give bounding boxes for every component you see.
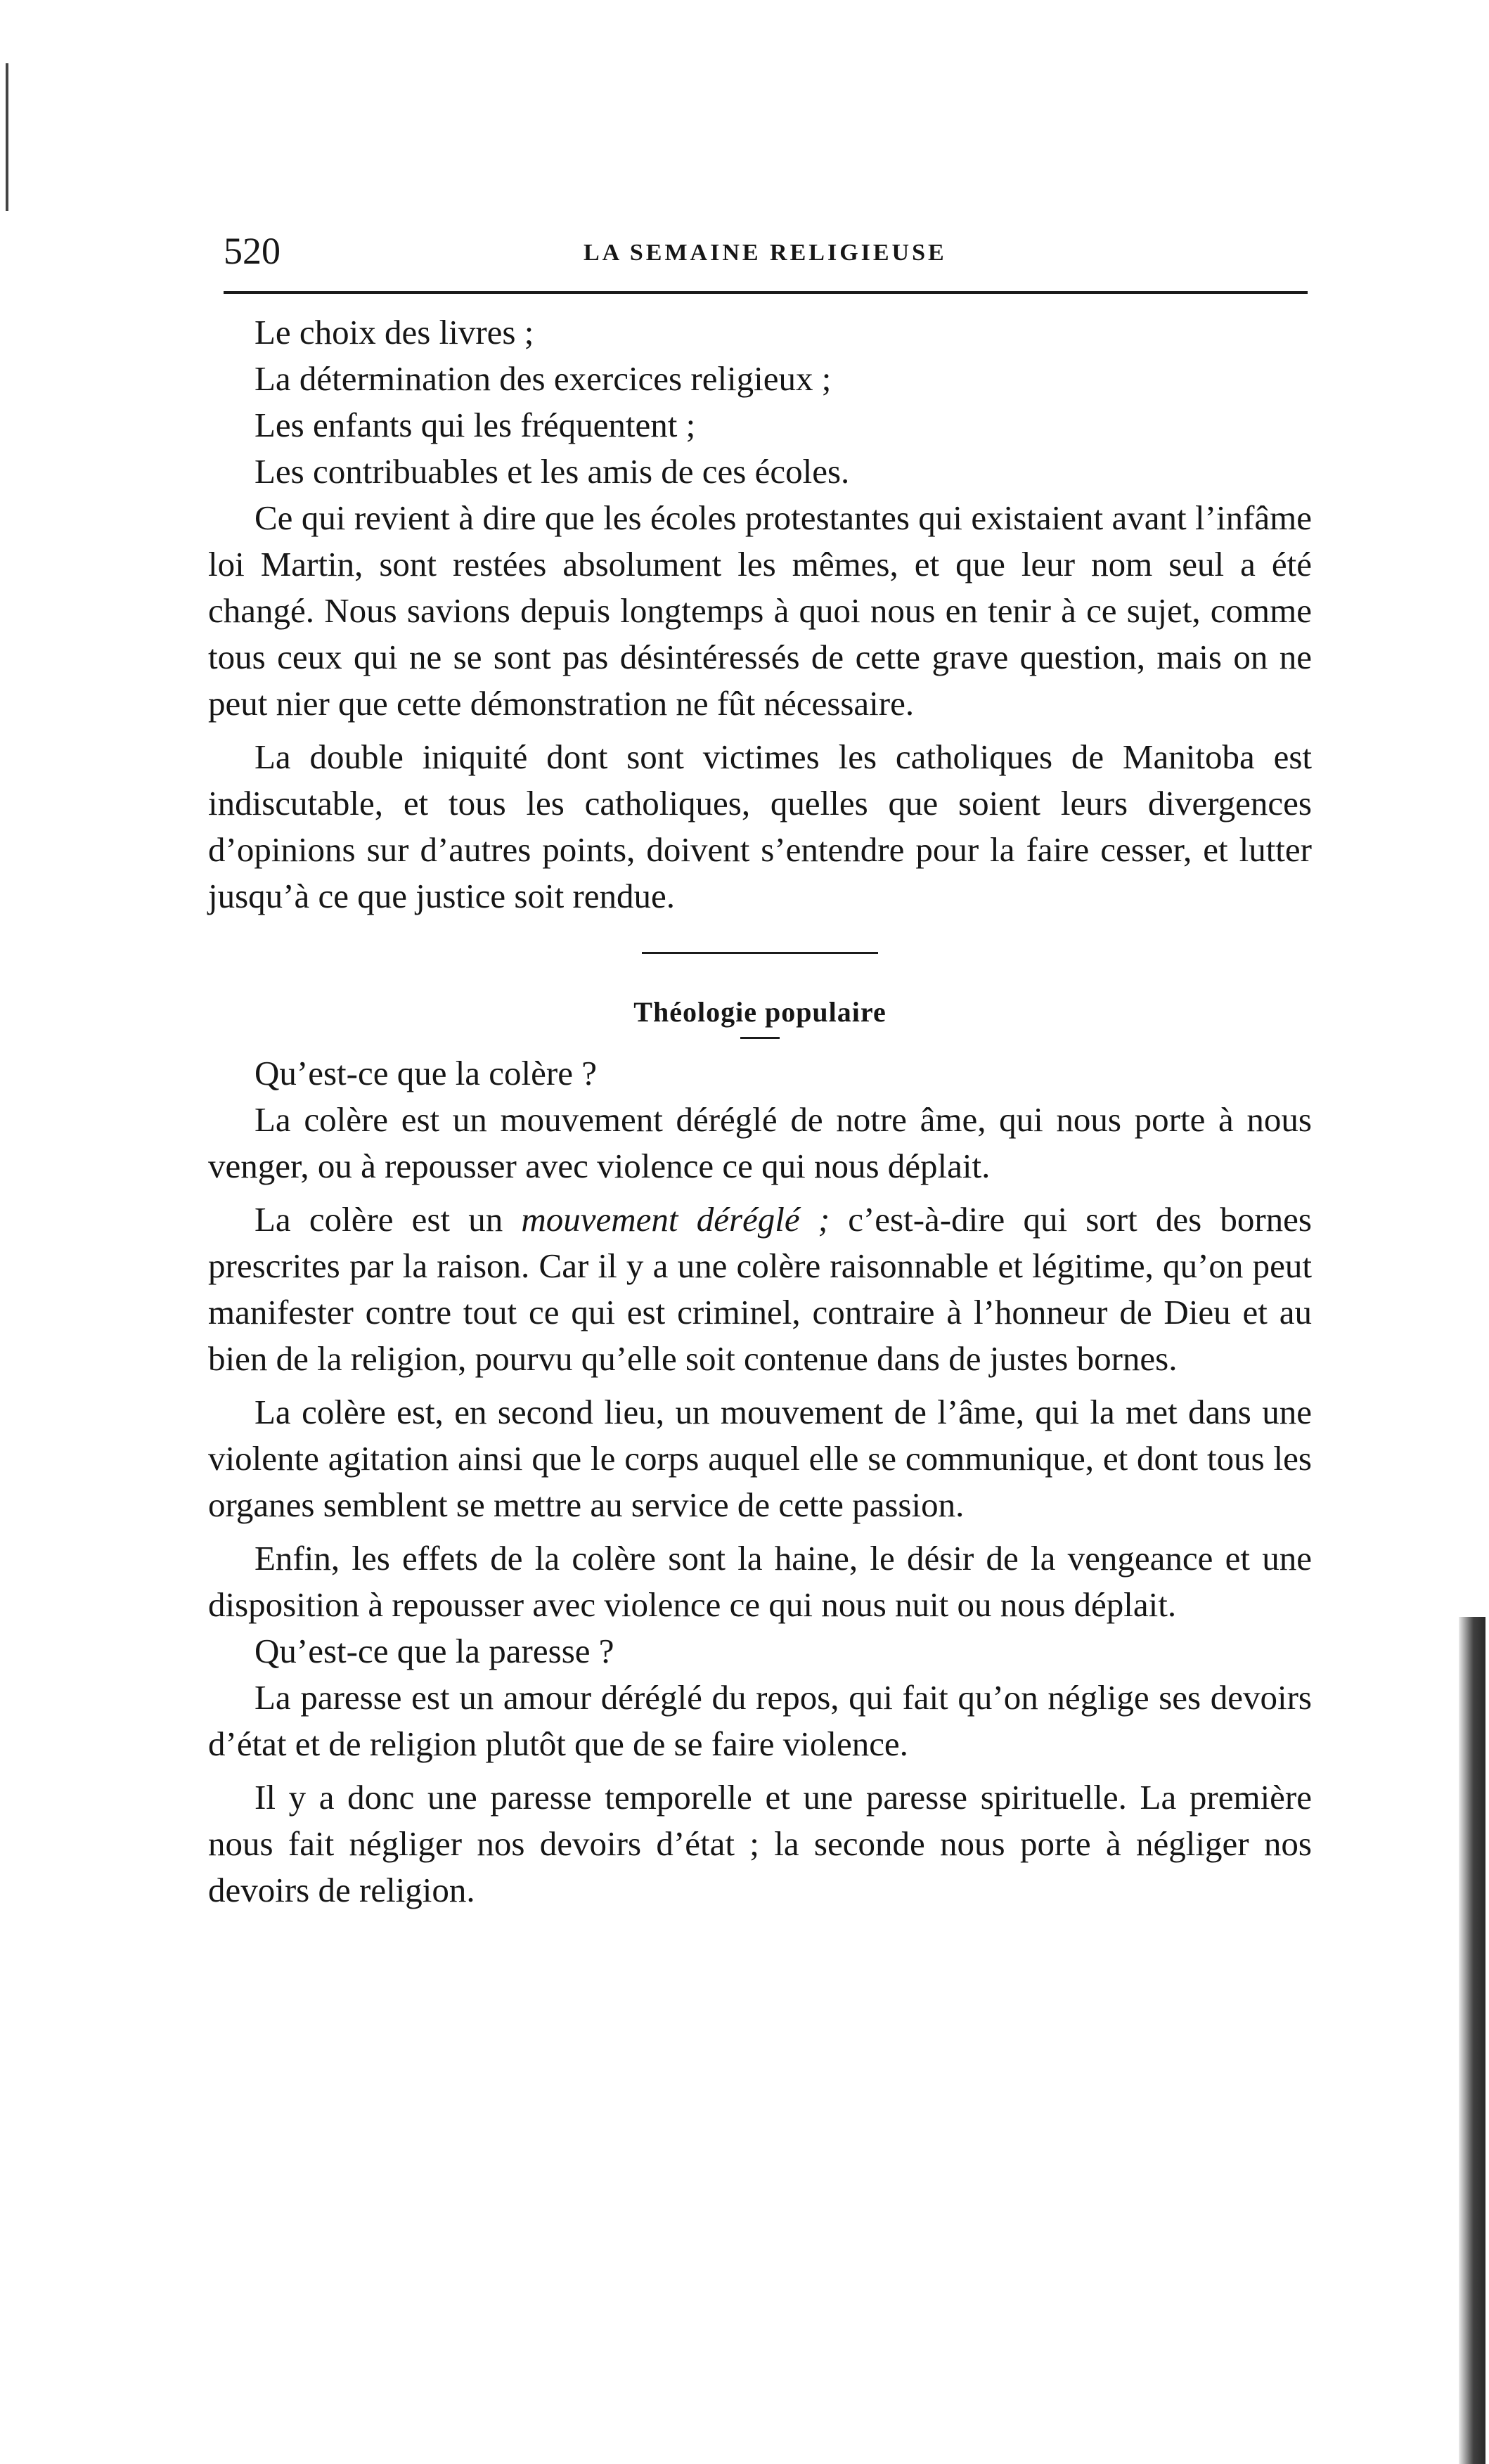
- question-text: Qu’est-ce que la paresse ?: [254, 1632, 614, 1670]
- section-divider: [642, 952, 878, 954]
- italic-emphasis: mouvement déréglé ;: [521, 1200, 830, 1239]
- paragraph-lead: La colère est un: [254, 1200, 522, 1239]
- paragraph: Il y a donc une paresse temporelle et une paresse spirituelle. La première nous fait négliger nos devoirs d’état ; la seconde nous porte à négliger nos devoirs de religion.: [208, 1778, 1312, 1909]
- main-text: [208, 309, 1312, 1914]
- paragraph: Enfin, les effets de la colère sont la haine, le désir de la vengeance et une disposition à repousser avec violence ce qui nous nuit ou nous déplait.: [208, 1539, 1312, 1624]
- section-title: Théologie populaire: [633, 996, 887, 1028]
- answer-text: La colère est un mouvement déréglé de notre âme, qui nous porte à nous venger, ou à repousser avec violence ce qui nous déplait.: [208, 1100, 1312, 1185]
- intro-list: [208, 309, 1312, 495]
- paragraph-continuation: c’est-à-dire qui sort des bornes prescrites par la raison. Car il y a une colère raisonnable et légitime, qu’on peut manifester contre tout ce qui est criminel, contraire à l’honneur de Dieu et au bien de la religion, pourvu qu’elle soit contenue dans de justes bornes.: [208, 1200, 1312, 1378]
- running-title: LA SEMAINE RELIGIEUSE: [584, 240, 947, 266]
- list-item: Les contribuables et les amis de ces écoles.: [254, 452, 850, 491]
- list-item: Les enfants qui les fréquentent ;: [254, 406, 696, 444]
- scan-edge-shadow: [1459, 1617, 1485, 2464]
- header-rule: [224, 291, 1308, 294]
- page-header: [224, 226, 1308, 276]
- page-number: 520: [224, 230, 281, 272]
- answer-text: La paresse est un amour déréglé du repos, qui fait qu’on néglige ses devoirs d’état et de religion plutôt que de se faire violence.: [208, 1678, 1312, 1763]
- scan-edge-mark: [6, 63, 8, 211]
- list-item: La détermination des exercices religieux ;: [254, 359, 832, 398]
- question-text: Qu’est-ce que la colère ?: [254, 1054, 597, 1092]
- paragraph: La double iniquité dont sont victimes les catholiques de Manitoba est indiscutable, et tous les catholiques, quelles que soient leurs divergences d’opinions sur d’autres points, doivent s’entendre pour la faire cesser, et lutter jusqu’à ce que justice soit rendue.: [208, 737, 1312, 915]
- paragraph: Ce qui revient à dire que les écoles protestantes qui existaient avant l’infâme loi Martin, sont restées absolument les mêmes, et que leur nom seul a été changé. Nous savions depuis longtemps à quoi nous en tenir à ce sujet, comme tous ceux qui ne se sont pas désintéressés de cette grave question, mais on ne peut nier que cette démonstration ne fût nécessaire.: [208, 498, 1312, 723]
- list-item: Le choix des livres ;: [254, 313, 534, 351]
- paragraph: [208, 1196, 1312, 1382]
- section-title-rule: [740, 1037, 780, 1039]
- paragraph: La colère est, en second lieu, un mouvement de l’âme, qui la met dans une violente agitation ainsi que le corps auquel elle se communique, et dont tous les organes semblent se mettre au service de cette passion.: [208, 1393, 1312, 1524]
